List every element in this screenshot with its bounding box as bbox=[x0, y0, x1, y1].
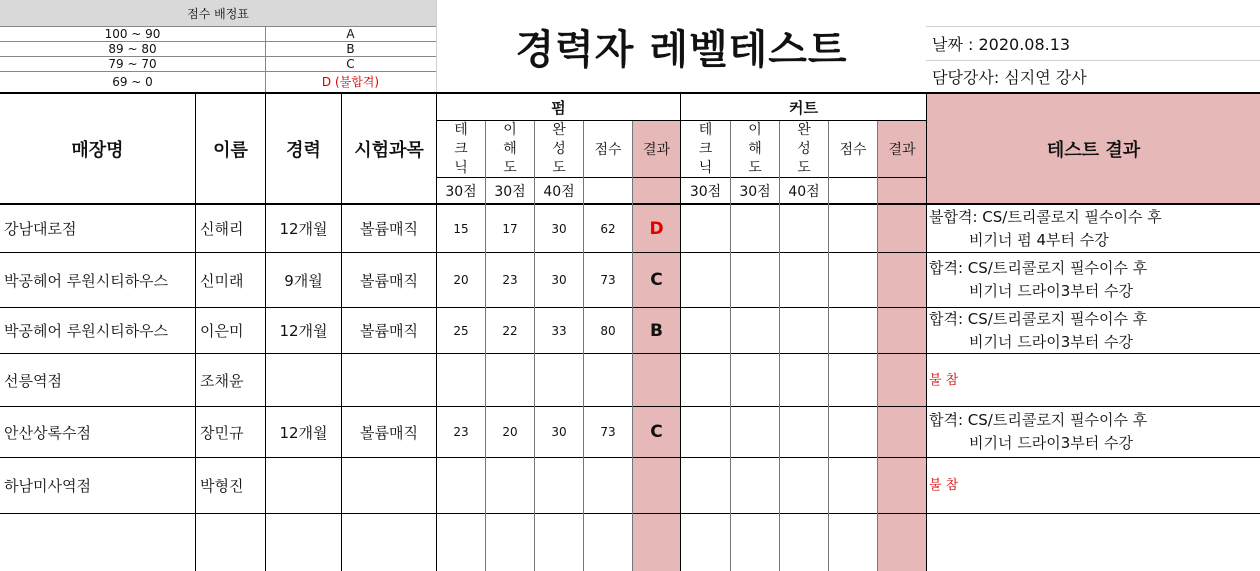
perm-comp-cell: 30 bbox=[551, 221, 567, 236]
cut-tech-points: 30점 bbox=[689, 183, 722, 200]
perm-comp-cell: 33 bbox=[551, 323, 567, 338]
test-result-line2: 비기너 드라이3부터 수강 bbox=[969, 332, 1133, 351]
perm-grade-cell bbox=[633, 354, 680, 406]
subject-cell bbox=[342, 354, 436, 406]
name-cell: 이은미 bbox=[200, 322, 244, 340]
perm-under-cell: 17 bbox=[502, 221, 518, 236]
test-result-cell bbox=[929, 308, 1257, 353]
grade-range-3: 69 ~ 0 bbox=[112, 74, 153, 89]
perm-comp-cell bbox=[535, 458, 583, 513]
test-result-line1: 합격: CS/트리콜로지 필수이수 후 bbox=[929, 411, 1148, 429]
grade-range-0: 100 ~ 90 bbox=[104, 26, 161, 41]
store-cell: 하남미사역점 bbox=[4, 477, 91, 495]
grade-table-title: 점수 배정표 bbox=[187, 6, 249, 21]
cut-result-column-bg bbox=[878, 121, 926, 571]
perm-under-cell: 20 bbox=[502, 425, 518, 439]
header-test-result: 테스트 결과 bbox=[1046, 139, 1141, 161]
header-career: 경력 bbox=[286, 139, 321, 161]
perm-under-points: 30점 bbox=[494, 183, 526, 200]
store-cell: 안산상록수점 bbox=[4, 423, 91, 442]
perm-tech-cell bbox=[437, 458, 485, 513]
grade-letter-0: A bbox=[346, 26, 355, 41]
perm-under-cell bbox=[486, 458, 534, 513]
perm-score-cell: 73 bbox=[600, 425, 616, 439]
perm-score-cell: 73 bbox=[600, 273, 616, 287]
test-result-line2: 비기너 드라이3부터 수강 bbox=[969, 434, 1133, 452]
perm-grade-cell bbox=[633, 458, 680, 513]
perm-comp-cell: 30 bbox=[551, 273, 567, 287]
perm-tech-cell: 23 bbox=[453, 425, 469, 439]
perm-under-cell: 22 bbox=[502, 323, 518, 338]
perm-score-cell bbox=[584, 354, 632, 406]
career-cell bbox=[266, 458, 341, 513]
perm-result-header: 결과 bbox=[642, 142, 671, 158]
career-cell: 12개월 bbox=[279, 220, 328, 238]
test-result-cell bbox=[929, 458, 1257, 513]
header-store: 매장명 bbox=[71, 139, 124, 161]
header-subject: 시험과목 bbox=[354, 139, 424, 161]
test-result-line1: 불 참 bbox=[929, 372, 959, 388]
cut-technique-header: 테 크 닉 bbox=[698, 121, 713, 176]
test-result-line1: 합격: CS/트리콜로지 필수이수 후 bbox=[929, 259, 1148, 277]
subject-cell: 볼륨매직 bbox=[360, 322, 418, 340]
perm-comp-cell bbox=[535, 354, 583, 406]
test-result-line1: 불합격: CS/트리콜로지 필수이수 후 bbox=[929, 207, 1162, 226]
name-cell: 조채윤 bbox=[200, 371, 244, 390]
test-result-cell bbox=[929, 205, 1257, 252]
name-cell: 신해리 bbox=[200, 220, 244, 238]
grade-range-1: 89 ~ 80 bbox=[108, 41, 157, 56]
perm-completion-header: 완 성 도 bbox=[552, 121, 566, 176]
perm-grade-cell: C bbox=[650, 422, 663, 442]
name-cell: 장민규 bbox=[200, 423, 244, 442]
perm-comp-points: 40점 bbox=[543, 183, 575, 200]
grade-letter-2: C bbox=[346, 56, 355, 71]
store-cell: 강남대로점 bbox=[4, 220, 77, 238]
perm-comp-cell: 30 bbox=[551, 425, 567, 439]
subject-cell: 볼륨매직 bbox=[360, 423, 418, 442]
test-result-line1: 합격: CS/트리콜로지 필수이수 후 bbox=[929, 309, 1148, 328]
subject-cell: 볼륨매직 bbox=[360, 271, 418, 290]
perm-tech-cell: 15 bbox=[453, 221, 469, 236]
perm-score-cell: 80 bbox=[600, 323, 616, 338]
career-cell: 12개월 bbox=[279, 423, 328, 442]
career-cell bbox=[266, 354, 341, 406]
perm-grade-cell: C bbox=[650, 270, 663, 290]
store-cell: 박공헤어 루원시티하우스 bbox=[4, 322, 169, 340]
grade-range-2: 79 ~ 70 bbox=[108, 56, 157, 71]
perm-grade-cell: B bbox=[650, 320, 663, 341]
header-perm: 펌 bbox=[551, 98, 566, 117]
perm-score-cell bbox=[584, 458, 632, 513]
career-cell: 9개월 bbox=[284, 271, 323, 290]
grade-letter-3: D (불합격) bbox=[321, 75, 380, 89]
perm-understanding-header: 이 해 도 bbox=[503, 121, 517, 176]
perm-score-header: 점수 bbox=[594, 142, 622, 158]
perm-tech-cell: 25 bbox=[453, 323, 469, 338]
cut-under-points: 30점 bbox=[739, 183, 771, 200]
instructor-label: 담당강사: 심지연 강사 bbox=[932, 67, 1087, 87]
date-label: 날짜 : 2020.08.13 bbox=[932, 35, 1071, 54]
test-result-cell bbox=[929, 407, 1257, 457]
test-result-line2: 비기너 드라이3부터 수강 bbox=[969, 282, 1133, 300]
subject-cell bbox=[342, 458, 436, 513]
perm-technique-header: 테 크 닉 bbox=[454, 121, 468, 176]
cut-result-header: 결과 bbox=[888, 142, 916, 158]
header-cut: 커트 bbox=[789, 98, 818, 117]
subject-cell: 볼륨매직 bbox=[360, 220, 418, 238]
header-name: 이름 bbox=[213, 139, 248, 161]
name-cell: 박형진 bbox=[200, 477, 244, 495]
name-cell: 신미래 bbox=[200, 271, 244, 290]
test-result-cell bbox=[929, 354, 1257, 406]
cut-understanding-header: 이 해 도 bbox=[748, 121, 762, 176]
perm-under-cell bbox=[486, 354, 534, 406]
test-result-line1: 불 참 bbox=[929, 478, 959, 493]
store-cell: 박공헤어 루원시티하우스 bbox=[4, 271, 169, 290]
perm-tech-cell bbox=[437, 354, 485, 406]
cut-completion-header: 완 성 도 bbox=[797, 121, 811, 176]
test-result-line2: 비기너 펌 4부터 수강 bbox=[969, 230, 1109, 249]
perm-score-cell: 62 bbox=[600, 221, 616, 236]
test-result-cell bbox=[929, 253, 1257, 307]
grade-letter-1: B bbox=[346, 41, 355, 56]
cut-score-header: 점수 bbox=[839, 142, 867, 158]
cut-comp-points: 40점 bbox=[788, 183, 820, 200]
store-cell: 선릉역점 bbox=[4, 371, 62, 390]
perm-tech-cell: 20 bbox=[453, 273, 469, 287]
perm-grade-cell: D bbox=[649, 218, 664, 239]
perm-under-cell: 23 bbox=[502, 273, 518, 287]
career-cell: 12개월 bbox=[279, 322, 328, 340]
page-title: 경력자 레벨테스트 bbox=[515, 26, 848, 73]
perm-tech-points: 30점 bbox=[445, 183, 477, 200]
